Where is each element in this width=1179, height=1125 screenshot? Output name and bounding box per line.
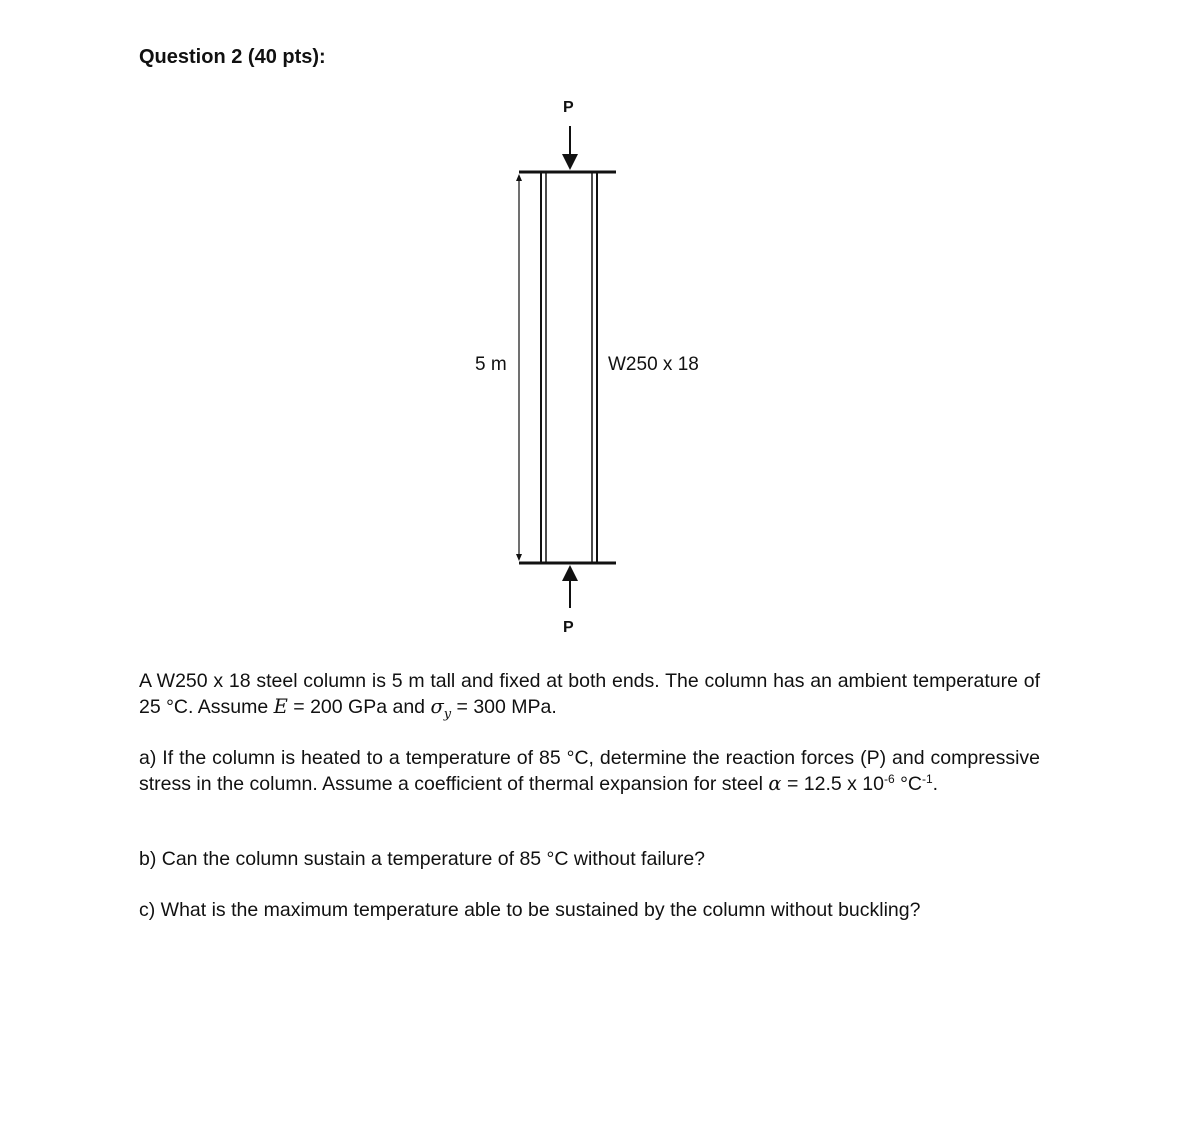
column-section [541, 172, 597, 563]
part-b [139, 847, 1040, 872]
top-load-label: P [563, 99, 574, 116]
section-label: W250 x 18 [608, 354, 699, 375]
yield-stress-symbol: σ [430, 695, 444, 718]
question-title: Question 2 (40 pts): [139, 46, 326, 68]
part-a-text: a) If the column is heated to a temperature of 85 °C, determine the reaction forces (P) and compressive stress in the column. Assume a coefficient of thermal expansion for steel [139, 747, 1040, 795]
exponent: -6 [884, 772, 895, 786]
problem-text: = 200 GPa and [287, 696, 431, 718]
top-load-arrow [562, 126, 578, 170]
problem-statement [139, 669, 1040, 720]
part-c-text: c) What is the maximum temperature able to be sustained by the column without buckling? [139, 899, 921, 921]
part-a-text: °C [894, 773, 922, 795]
problem-text: A W250 x 18 steel column is 5 m tall and fixed at both ends. The column has an ambient temperature of 25 °C. Assume [139, 670, 1040, 718]
length-dimension-line [516, 174, 522, 561]
part-a-text: . [932, 773, 939, 795]
bottom-load-label: P [563, 619, 574, 636]
part-a-text: = 12.5 x 10 [781, 773, 884, 795]
alpha-symbol: α [768, 772, 782, 795]
part-b-text: b) Can the column sustain a temperature of 85 °C without failure? [139, 848, 706, 870]
bottom-load-arrow [562, 565, 578, 608]
length-label: 5 m [475, 354, 507, 375]
part-c [139, 898, 1040, 923]
problem-text: = 300 MPa. [451, 696, 557, 718]
part-a [139, 746, 1040, 797]
exponent: -1 [921, 772, 933, 786]
modulus-symbol: E [273, 695, 288, 718]
yield-stress-subscript: y [443, 707, 452, 722]
